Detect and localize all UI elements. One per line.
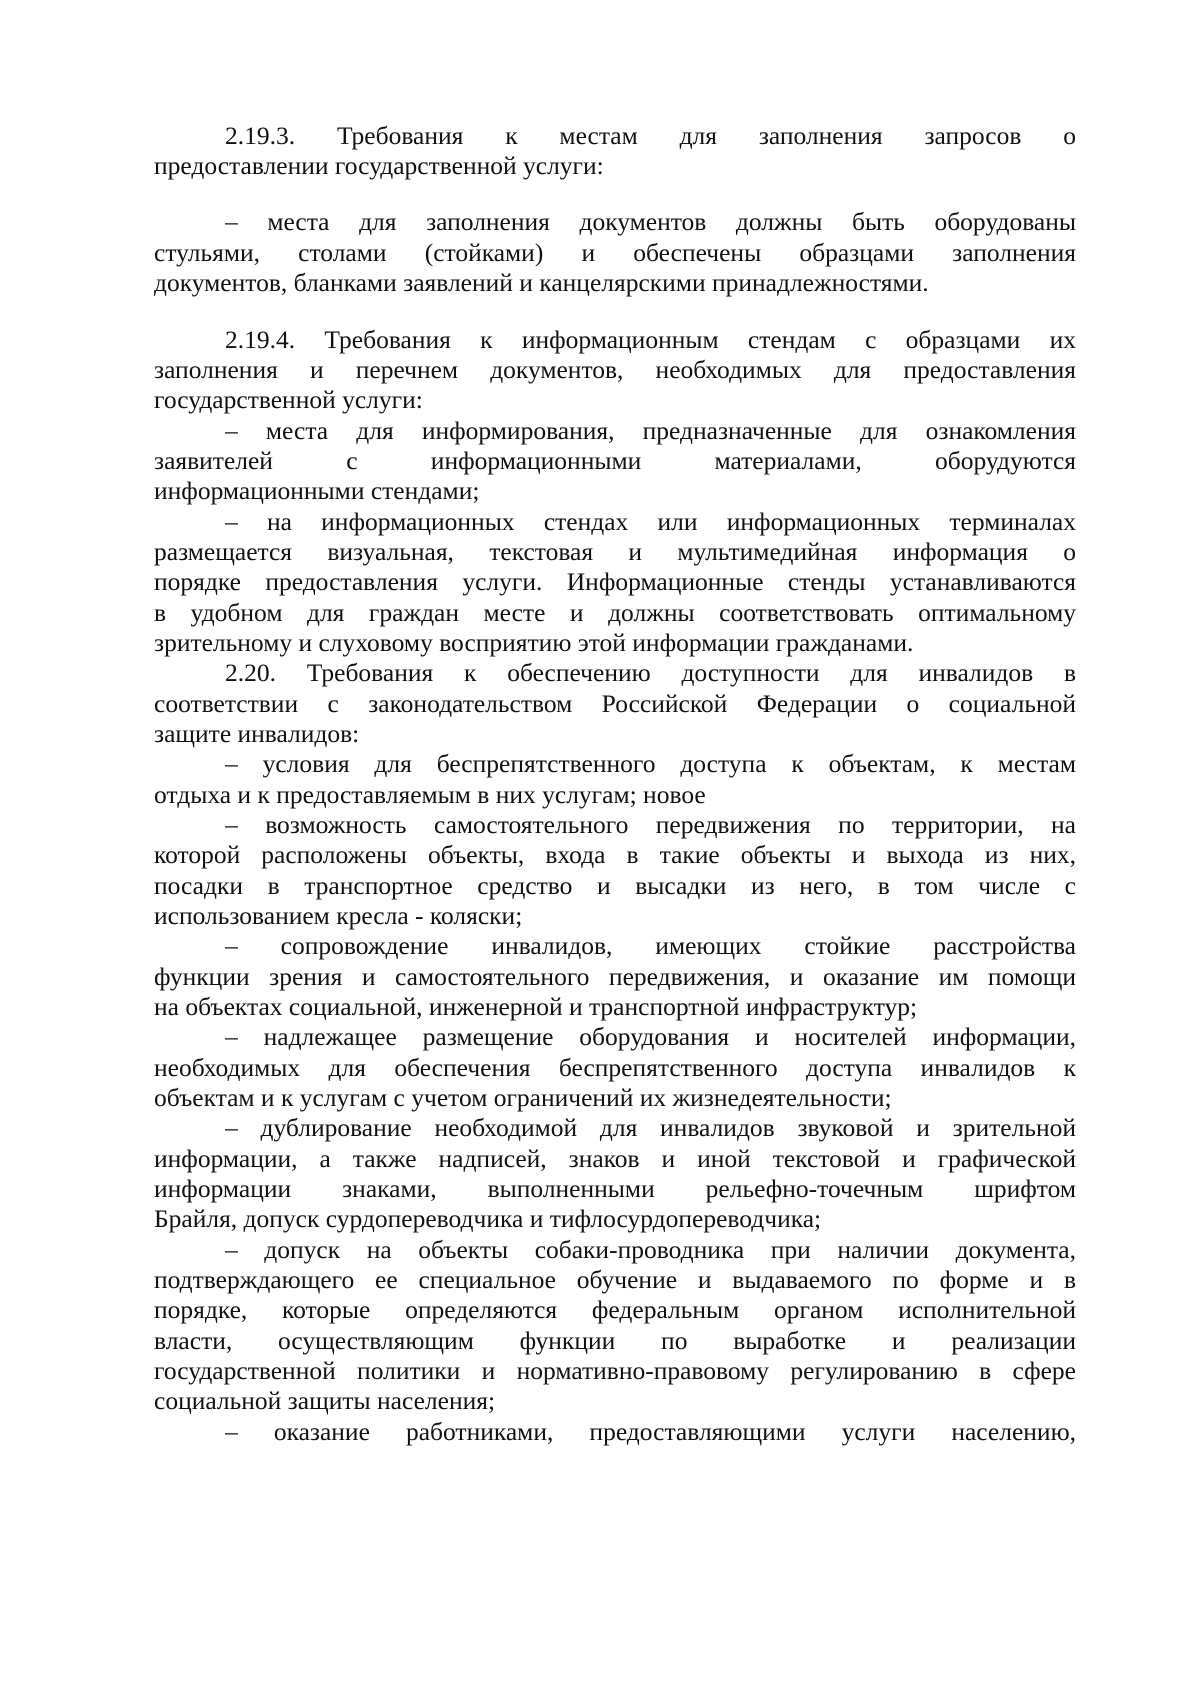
text-line: функции зрения и самостоятельного передвижения, и оказание им помощи: [154, 962, 1076, 991]
text-line: – оказание работниками, предоставляющими услуги населению,: [225, 1417, 1076, 1446]
text-line: защите инвалидов:: [154, 719, 360, 748]
text-line: – на информационных стендах или информационных терминалах: [225, 507, 1076, 536]
text-line: – допуск на объекты собаки-проводника при наличии документа,: [225, 1235, 1076, 1264]
text-line: заполнения и перечнем документов, необходимых для предоставления: [154, 355, 1076, 384]
text-line: посадки в транспортное средство и высадки из него, в том числе с: [154, 871, 1076, 900]
text-line: информационными стендами;: [154, 476, 480, 505]
text-line: – возможность самостоятельного передвижения по территории, на: [225, 810, 1076, 839]
text-line: порядке предоставления услуги. Информационные стенды устанавливаются: [154, 567, 1076, 596]
text-line: социальной защиты населения;: [154, 1386, 496, 1415]
text-line: Брайля, допуск сурдопереводчика и тифлосурдопереводчика;: [154, 1204, 822, 1233]
text-line: государственной политики и нормативно-правовому регулированию в сфере: [154, 1356, 1076, 1385]
text-line: информации знаками, выполненными рельефно-точечным шрифтом: [154, 1174, 1076, 1203]
text-line: 2.19.4. Требования к информационным стендам с образцами их: [225, 325, 1076, 354]
text-line: использованием кресла - коляски;: [154, 901, 523, 930]
text-line: соответствии с законодательством Российской Федерации о социальной: [154, 689, 1076, 718]
text-line: предоставлении государственной услуги:: [154, 151, 604, 180]
text-line: государственной услуги:: [154, 385, 423, 414]
text-line: в удобном для граждан месте и должны соответствовать оптимальному: [154, 598, 1076, 627]
text-line: заявителей с информационными материалами, оборудуются: [154, 446, 1076, 475]
text-line: власти, осуществляющим функции по выработке и реализации: [154, 1326, 1076, 1355]
text-line: – условия для беспрепятственного доступа к объектам, к местам: [225, 749, 1076, 778]
text-line: стульями, столами (стойками) и обеспечены образцами заполнения: [154, 238, 1076, 267]
text-line: – сопровождение инвалидов, имеющих стойкие расстройства: [225, 931, 1076, 960]
text-line: – дублирование необходимой для инвалидов звуковой и зрительной: [225, 1113, 1076, 1142]
text-line: порядке, которые определяются федеральным органом исполнительной: [154, 1295, 1076, 1324]
text-line: отдыха и к предоставляемым в них услугам; новое: [154, 780, 706, 809]
text-line: 2.19.3. Требования к местам для заполнения запросов о: [225, 121, 1076, 150]
text-line: размещается визуальная, текстовая и мультимедийная информация о: [154, 537, 1076, 566]
text-line: объектам и к услугам с учетом ограничений их жизнедеятельности;: [154, 1083, 892, 1112]
text-line: необходимых для обеспечения беспрепятственного доступа инвалидов к: [154, 1053, 1076, 1082]
text-line: которой расположены объекты, входа в такие объекты и выхода из них,: [154, 840, 1076, 869]
text-line: – места для заполнения документов должны быть оборудованы: [225, 207, 1076, 236]
text-line: документов, бланками заявлений и канцелярскими принадлежностями.: [154, 268, 929, 297]
text-line: 2.20. Требования к обеспечению доступности для инвалидов в: [225, 658, 1076, 687]
text-line: информации, а также надписей, знаков и иной текстовой и графической: [154, 1144, 1076, 1173]
text-line: подтверждающего ее специальное обучение и выдаваемого по форме и в: [154, 1265, 1076, 1294]
text-line: зрительному и слуховому восприятию этой информации гражданами.: [154, 628, 914, 657]
text-line: на объектах социальной, инженерной и транспортной инфраструктур;: [154, 992, 918, 1021]
text-line: – надлежащее размещение оборудования и носителей информации,: [225, 1022, 1076, 1051]
text-line: – места для информирования, предназначенные для ознакомления: [225, 416, 1076, 445]
